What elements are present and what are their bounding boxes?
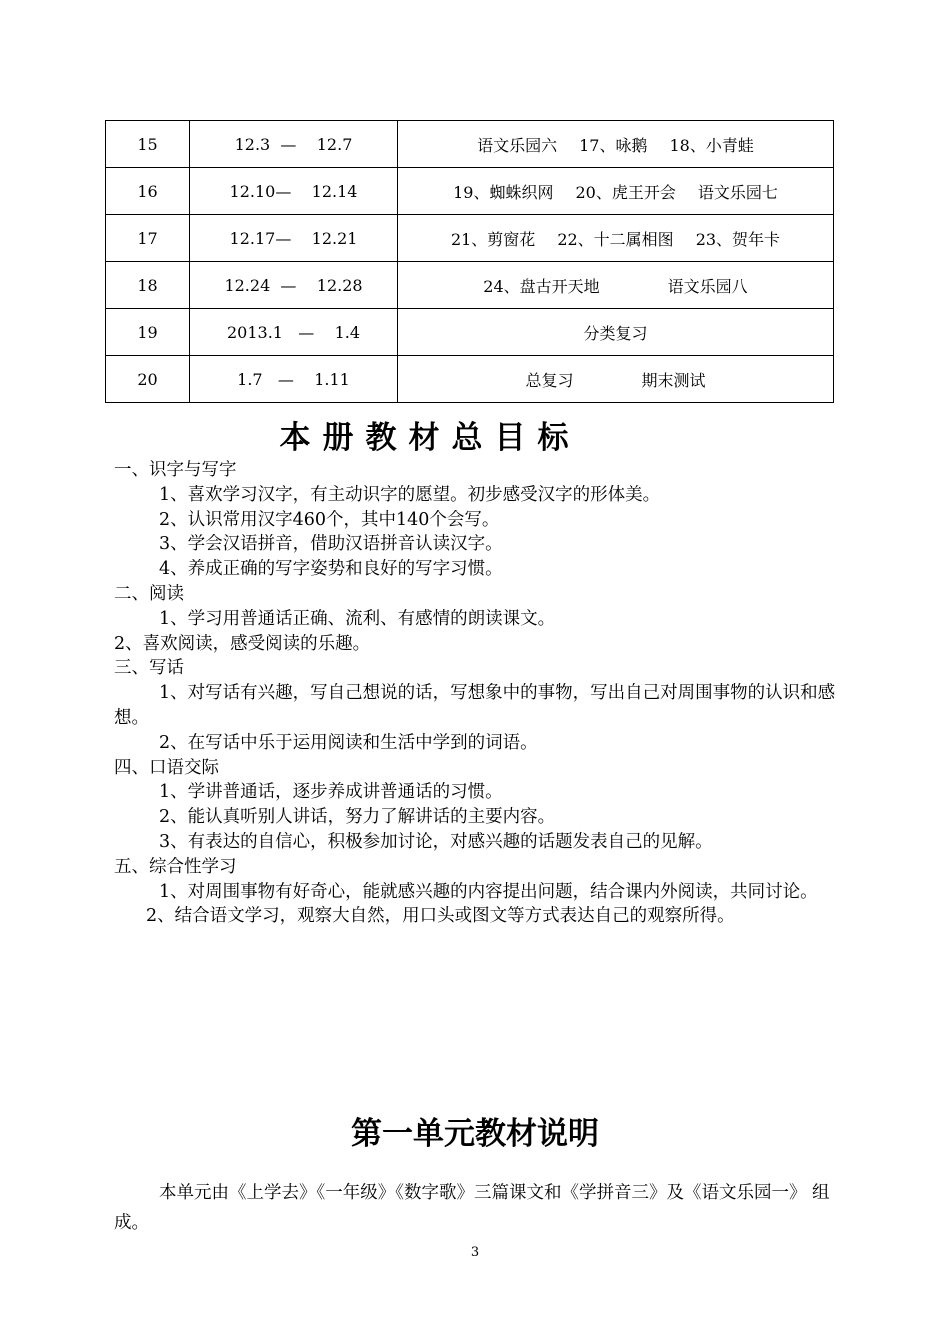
week-cell: 15 (106, 121, 190, 168)
lesson-item: 21、剪窗花 (450, 229, 536, 249)
goal-item: 2、认识常用汉字460个，其中140个会写。 (159, 509, 500, 530)
table-row (106, 121, 834, 168)
goal-item: 1、喜欢学习汉字，有主动识字的愿望。初步感受汉字的形体美。 (159, 484, 661, 505)
week-cell: 17 (106, 215, 190, 262)
week-cell: 19 (106, 309, 190, 356)
section-heading: 五、综合性学习 (114, 856, 237, 877)
date-cell: 2013.1 — 1.4 (190, 309, 398, 356)
section-heading: 一、识字与写字 (114, 460, 237, 480)
main-title: 本册教材总目标 (279, 420, 581, 456)
lesson-item: 22、十二属相图 (557, 229, 674, 249)
date-cell: 12.17— 12.21 (190, 215, 398, 262)
date-cell: 12.3 — 12.7 (190, 121, 398, 168)
lesson-item: 24、盘古开天地 (483, 276, 600, 296)
unit-title: 第一单元教材说明 (351, 1116, 599, 1152)
unit-intro: 本单元由《上学去》《一年级》《数字歌》三篇课文和《学拼音三》及《语文乐园一》 组成。 (114, 1183, 830, 1233)
content-cell (398, 309, 834, 356)
lesson-item: 语文乐园六 (477, 135, 558, 155)
lesson-item: 期末测试 (641, 370, 706, 390)
table-row (106, 168, 834, 215)
section-heading: 四、口语交际 (114, 757, 219, 778)
lesson-item: 总复习 (525, 370, 574, 390)
goal-item: 2、在写话中乐于运用阅读和生活中学到的词语。 (159, 732, 538, 753)
week-cell: 16 (106, 168, 190, 215)
content-cell (398, 215, 834, 262)
goal-item: 1、对写话有兴趣，写自己想说的话，写想象中的事物，写出自己对周围事物的认识和感想。 (114, 683, 836, 728)
goal-item: 3、学会汉语拼音，借助汉语拼音认读汉字。 (159, 534, 503, 555)
goals-section (114, 458, 854, 929)
goal-item: 1、学讲普通话，逐步养成讲普通话的习惯。 (159, 782, 503, 803)
goal-item: 1、对周围事物有好奇心，能就感兴趣的内容提出问题，结合课内外阅读，共同讨论。 (159, 881, 818, 902)
lesson-item: 20、虎王开会 (575, 182, 676, 202)
table-row (106, 215, 834, 262)
week-cell: 18 (106, 262, 190, 309)
schedule-table (105, 120, 834, 403)
lesson-item: 18、小青蛙 (669, 135, 754, 155)
section-heading: 三、写话 (114, 658, 184, 679)
goal-item: 1、学习用普通话正确、流利、有感情的朗读课文。 (159, 608, 556, 629)
lesson-item: 17、咏鹅 (579, 135, 648, 155)
goal-item: 3、有表达的自信心，积极参加讨论，对感兴趣的话题发表自己的见解。 (159, 831, 713, 852)
lesson-item: 19、蜘蛛织网 (453, 182, 554, 202)
lesson-item: 语文乐园七 (697, 182, 778, 202)
section-heading: 2、喜欢阅读，感受阅读的乐趣。 (114, 633, 371, 654)
goal-item: 2、能认真听别人讲话，努力了解讲话的主要内容。 (159, 807, 556, 828)
content-cell (398, 262, 834, 309)
content-cell (398, 121, 834, 168)
section-heading: 二、阅读 (114, 583, 184, 604)
page-number: 3 (470, 1245, 480, 1260)
lesson-item: 23、贺年卡 (695, 229, 781, 249)
date-cell: 12.10— 12.14 (190, 168, 398, 215)
table-row (106, 309, 834, 356)
week-cell: 20 (106, 356, 190, 403)
table-row (106, 356, 834, 403)
content-cell (398, 356, 834, 403)
date-cell: 12.24 — 12.28 (190, 262, 398, 309)
lesson-item: 语文乐园八 (667, 276, 748, 296)
goal-item: 4、养成正确的写字姿势和良好的写字习惯。 (159, 559, 503, 580)
lesson-item: 分类复习 (583, 323, 648, 343)
date-cell: 1.7 — 1.11 (190, 356, 398, 403)
goal-item: 2、结合语文学习，观察大自然，用口头或图文等方式表达自己的观察所得。 (146, 906, 735, 927)
table-row (106, 262, 834, 309)
content-cell (398, 168, 834, 215)
